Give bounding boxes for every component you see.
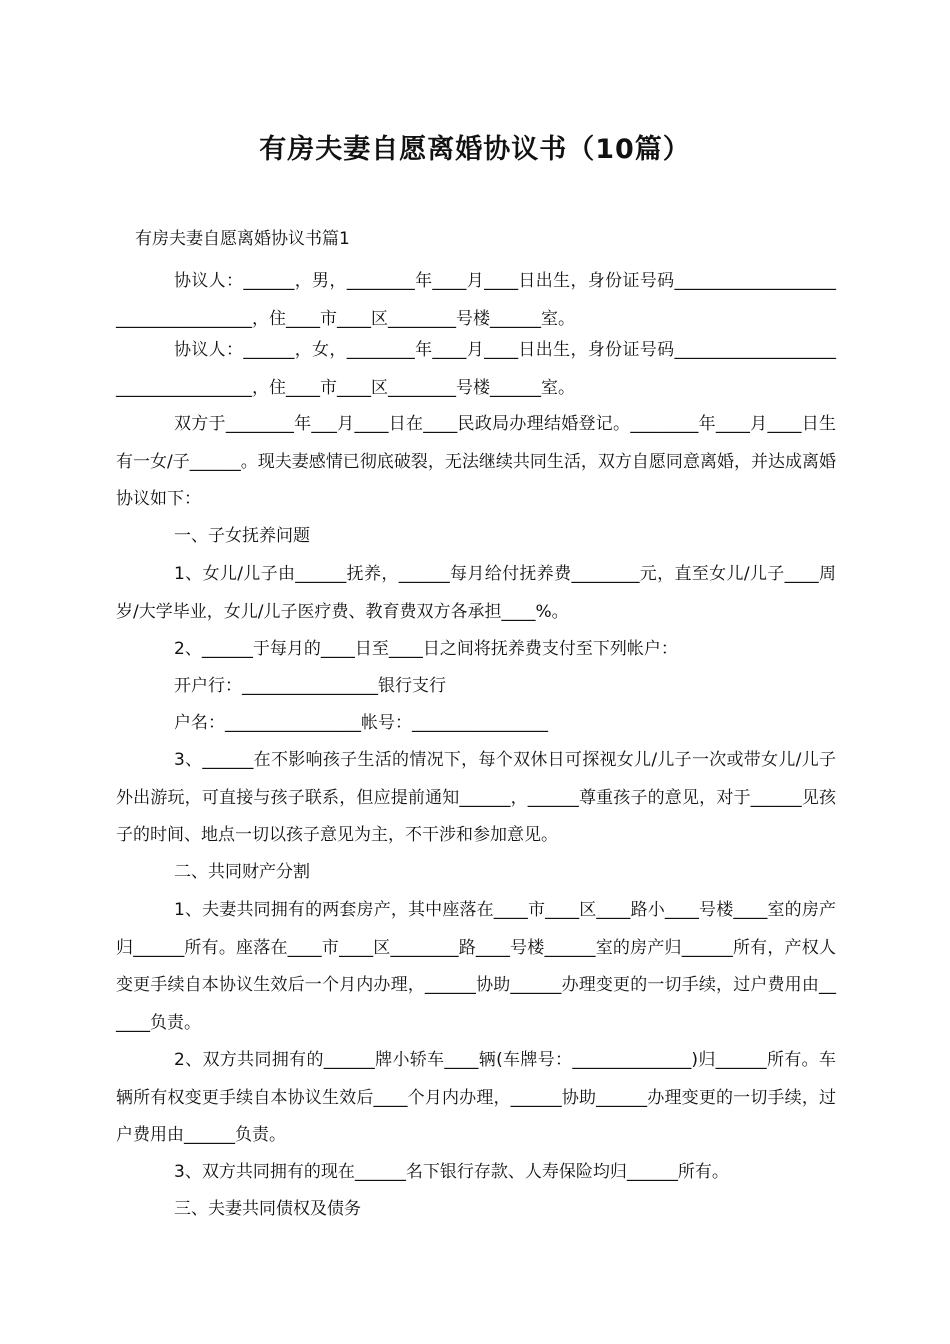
marriage-info-paragraph: 双方于________年___月____日在____民政局办理结婚登记。________年____月____日生有一女/子______。现夫妻感情已彻底破裂，无法继续共同生活，双方自愿同意离婚，并达成离婚协议如下： (116, 414, 836, 509)
property-clause-1: 1、夫妻共同拥有的两套房产，其中座落在____市____区____路小____号楼____室的房产归______所有。座落在____市____区________路____号楼______室的房产归______所有，产权人变更手续自本协议生效后一个月内办理，______协助______办理变更的一切手续，过户费用由______负责。 (116, 900, 836, 1033)
heading-debts: 三、夫妻共同债权及债务 (174, 1199, 361, 1219)
child-custody-clause-1: 1、女儿/儿子由______抚养，______每月给付抚养费________元，直至女儿/儿子____周岁/大学毕业，女儿/儿子医疗费、教育费双方各承担____%。 (116, 564, 836, 622)
party-one-paragraph: 协议人：______，男，________年____月____日出生，身份证号码___________________________________，住____市____区________号楼______室。 (116, 271, 836, 329)
child-custody-clause-2: 2、______于每月的____日至____日之间将抚养费支付至下列帐户： (174, 639, 678, 659)
section-title: 有房夫妻自愿离婚协议书篇1 (135, 229, 350, 249)
party-two-paragraph: 协议人：______，女，________年____月____日出生，身份证号码___________________________________，住____市____区________号楼______室。 (116, 340, 836, 398)
heading-property-division: 二、共同财产分割 (174, 862, 310, 882)
document-title: 有房夫妻自愿离婚协议书（10篇） (259, 134, 691, 165)
property-clause-2: 2、双方共同拥有的______牌小轿车____辆(车牌号：______________)归______所有。车辆所有权变更手续自本协议生效后____个月内办理，______协助______办理变更的一切手续，过户费用由______负责。 (116, 1050, 836, 1145)
bank-name-line: 开户行：________________银行支行 (174, 676, 446, 696)
account-line: 户名：________________帐号：________________ (174, 713, 548, 733)
heading-child-custody: 一、子女抚养问题 (174, 526, 310, 546)
child-custody-clause-3: 3、______在不影响孩子生活的情况下，每个双休日可探视女儿/儿子一次或带女儿/儿子外出游玩，可直接与孩子联系，但应提前通知______，______尊重孩子的意见，对于______见孩子的时间、地点一切以孩子意见为主，不干涉和参加意见。 (116, 750, 836, 845)
property-clause-3: 3、双方共同拥有的现在______名下银行存款、人寿保险均归______所有。 (174, 1162, 729, 1182)
